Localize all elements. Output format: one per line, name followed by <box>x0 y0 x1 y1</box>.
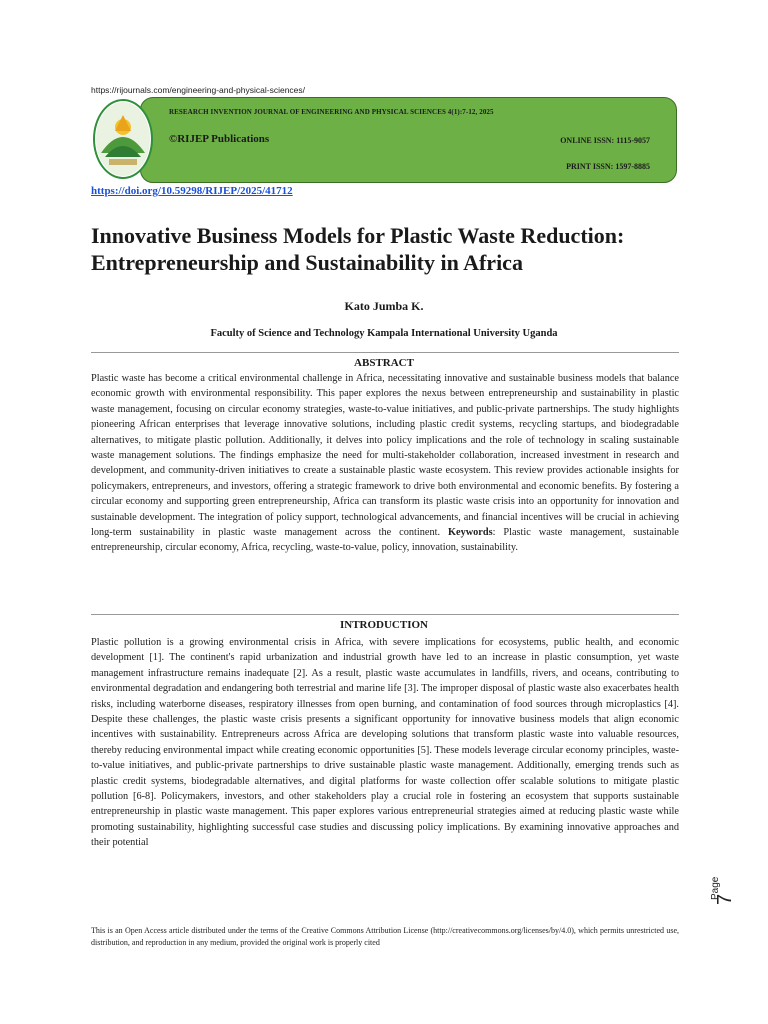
author-name: Kato Jumba K. <box>344 299 424 313</box>
article-title: Innovative Business Models for Plastic Waste Reduction: Entrepreneurship and Sustainability in Africa <box>91 223 625 275</box>
abstract-heading: ABSTRACT <box>354 357 414 369</box>
keywords-text: : Plastic waste management, sustainable entrepreneurship, circular economy, Africa, recycling, waste-to-value, policy, innovation, sustainability. <box>91 527 679 554</box>
page-word: Page <box>710 876 721 900</box>
introduction-body: Plastic pollution is a growing environmental crisis in Africa, with severe implications for ecosystems, public health, and economic development [1]. The continent's rapid urbanization and industrial growth have led to an increase in plastic consumption, yet waste management infrastructure remains inadequate [2]. As a result, plastic waste accumulates in landfills, rivers, and oceans, contributing to environmental degradation and endangering both terrestrial and marine life [3]. The improper disposal of plastic waste also exacerbates health risks, including waterborne diseases, respiratory illnesses from open burning, and contamination of food sources through microplastics [4]. Despite these challenges, the plastic waste crisis presents a significant opportunity for innovative business models that align economic incentives with sustainability. Entrepreneurs across Africa are developing solutions that transform plastic waste into valuable resources, thereby reducing environmental impact while creating economic opportunities [5]. These models leverage circular economy principles, waste-to-value initiatives, and public-private partnerships to drive sustainable plastic waste management. Additionally, emerging trends such as plastic credit systems, biodegradable alternatives, and digital platforms for waste collection offer scalable solutions to mitigate plastic pollution [6-8]. Policymakers, investors, and other stakeholders play a crucial role in fostering an ecosystem that supports sustainable entrepreneurship in plastic waste management. This paper explores various entrepreneurial strategies aimed at reducing plastic waste while promoting sustainability, highlighting successful case studies and discussing policy implications. By examining innovative approaches and their potential <box>91 637 679 849</box>
journal-line: RESEARCH INVENTION JOURNAL OF ENGINEERING AND PHYSICAL SCIENCES 4(1):7-12, 2025 <box>169 108 494 116</box>
publisher-label: ©RIJEP Publications <box>169 133 270 145</box>
introduction-heading: INTRODUCTION <box>339 619 428 631</box>
license-footer: This is an Open Access article distributed under the terms of the Creative Commons Attribution License (http://creativecommons.org/licenses/by/4.0), which permits unrestricted use, distribution, and reproduction in any medium, provided the original work is properly cited <box>91 926 679 947</box>
abstract-body <box>91 371 679 556</box>
online-issn: ONLINE ISSN: 1115-9057 <box>560 136 650 145</box>
divider <box>91 352 679 353</box>
journal-banner <box>140 97 677 183</box>
page-number-label <box>706 875 746 915</box>
author-affiliation: Faculty of Science and Technology Kampala International University Uganda <box>210 328 558 339</box>
page-number: 7 <box>714 893 736 905</box>
divider <box>91 614 679 615</box>
abstract-text: Plastic waste has become a critical environmental challenge in Africa, necessitating innovative and sustainable business models that balance economic growth with environmental responsibility. This paper explores the nexus between entrepreneurship and sustainability in plastic waste management, focusing on circular economy strategies, waste-to-value initiatives, and public-private partnerships. The study highlights pioneering African enterprises that leverage innovative solutions, including plastic credit systems, recycling startups, and biodegradable alternatives, to mitigate plastic pollution. Additionally, it delves into policy implications and the role of technology in scaling sustainable waste management solutions. The findings emphasize the need for multi-stakeholder collaboration, increased investment in research and development, and community-driven initiatives to create a sustainable plastic waste ecosystem. This review provides actionable insights for policymakers, entrepreneurs, and investors, offering a strategic framework to drive both environmental and economic benefits. By fostering a circular economy and supporting green entrepreneurship, Africa can transform its plastic waste crisis into an opportunity for innovation and sustainable development. The integration of policy support, technological advancements, and financial incentives will be crucial in achieving long-term sustainability in plastic waste management across the continent. <box>91 373 679 539</box>
print-issn: PRINT ISSN: 1597-8885 <box>566 162 650 171</box>
journal-logo <box>93 99 153 179</box>
doi-link[interactable]: https://doi.org/10.59298/RIJEP/2025/41712 <box>91 185 293 197</box>
logo-emblem-icon <box>95 101 151 177</box>
journal-url[interactable]: https://rijournals.com/engineering-and-physical-sciences/ <box>91 85 306 95</box>
keywords-label: Keywords <box>447 527 493 539</box>
